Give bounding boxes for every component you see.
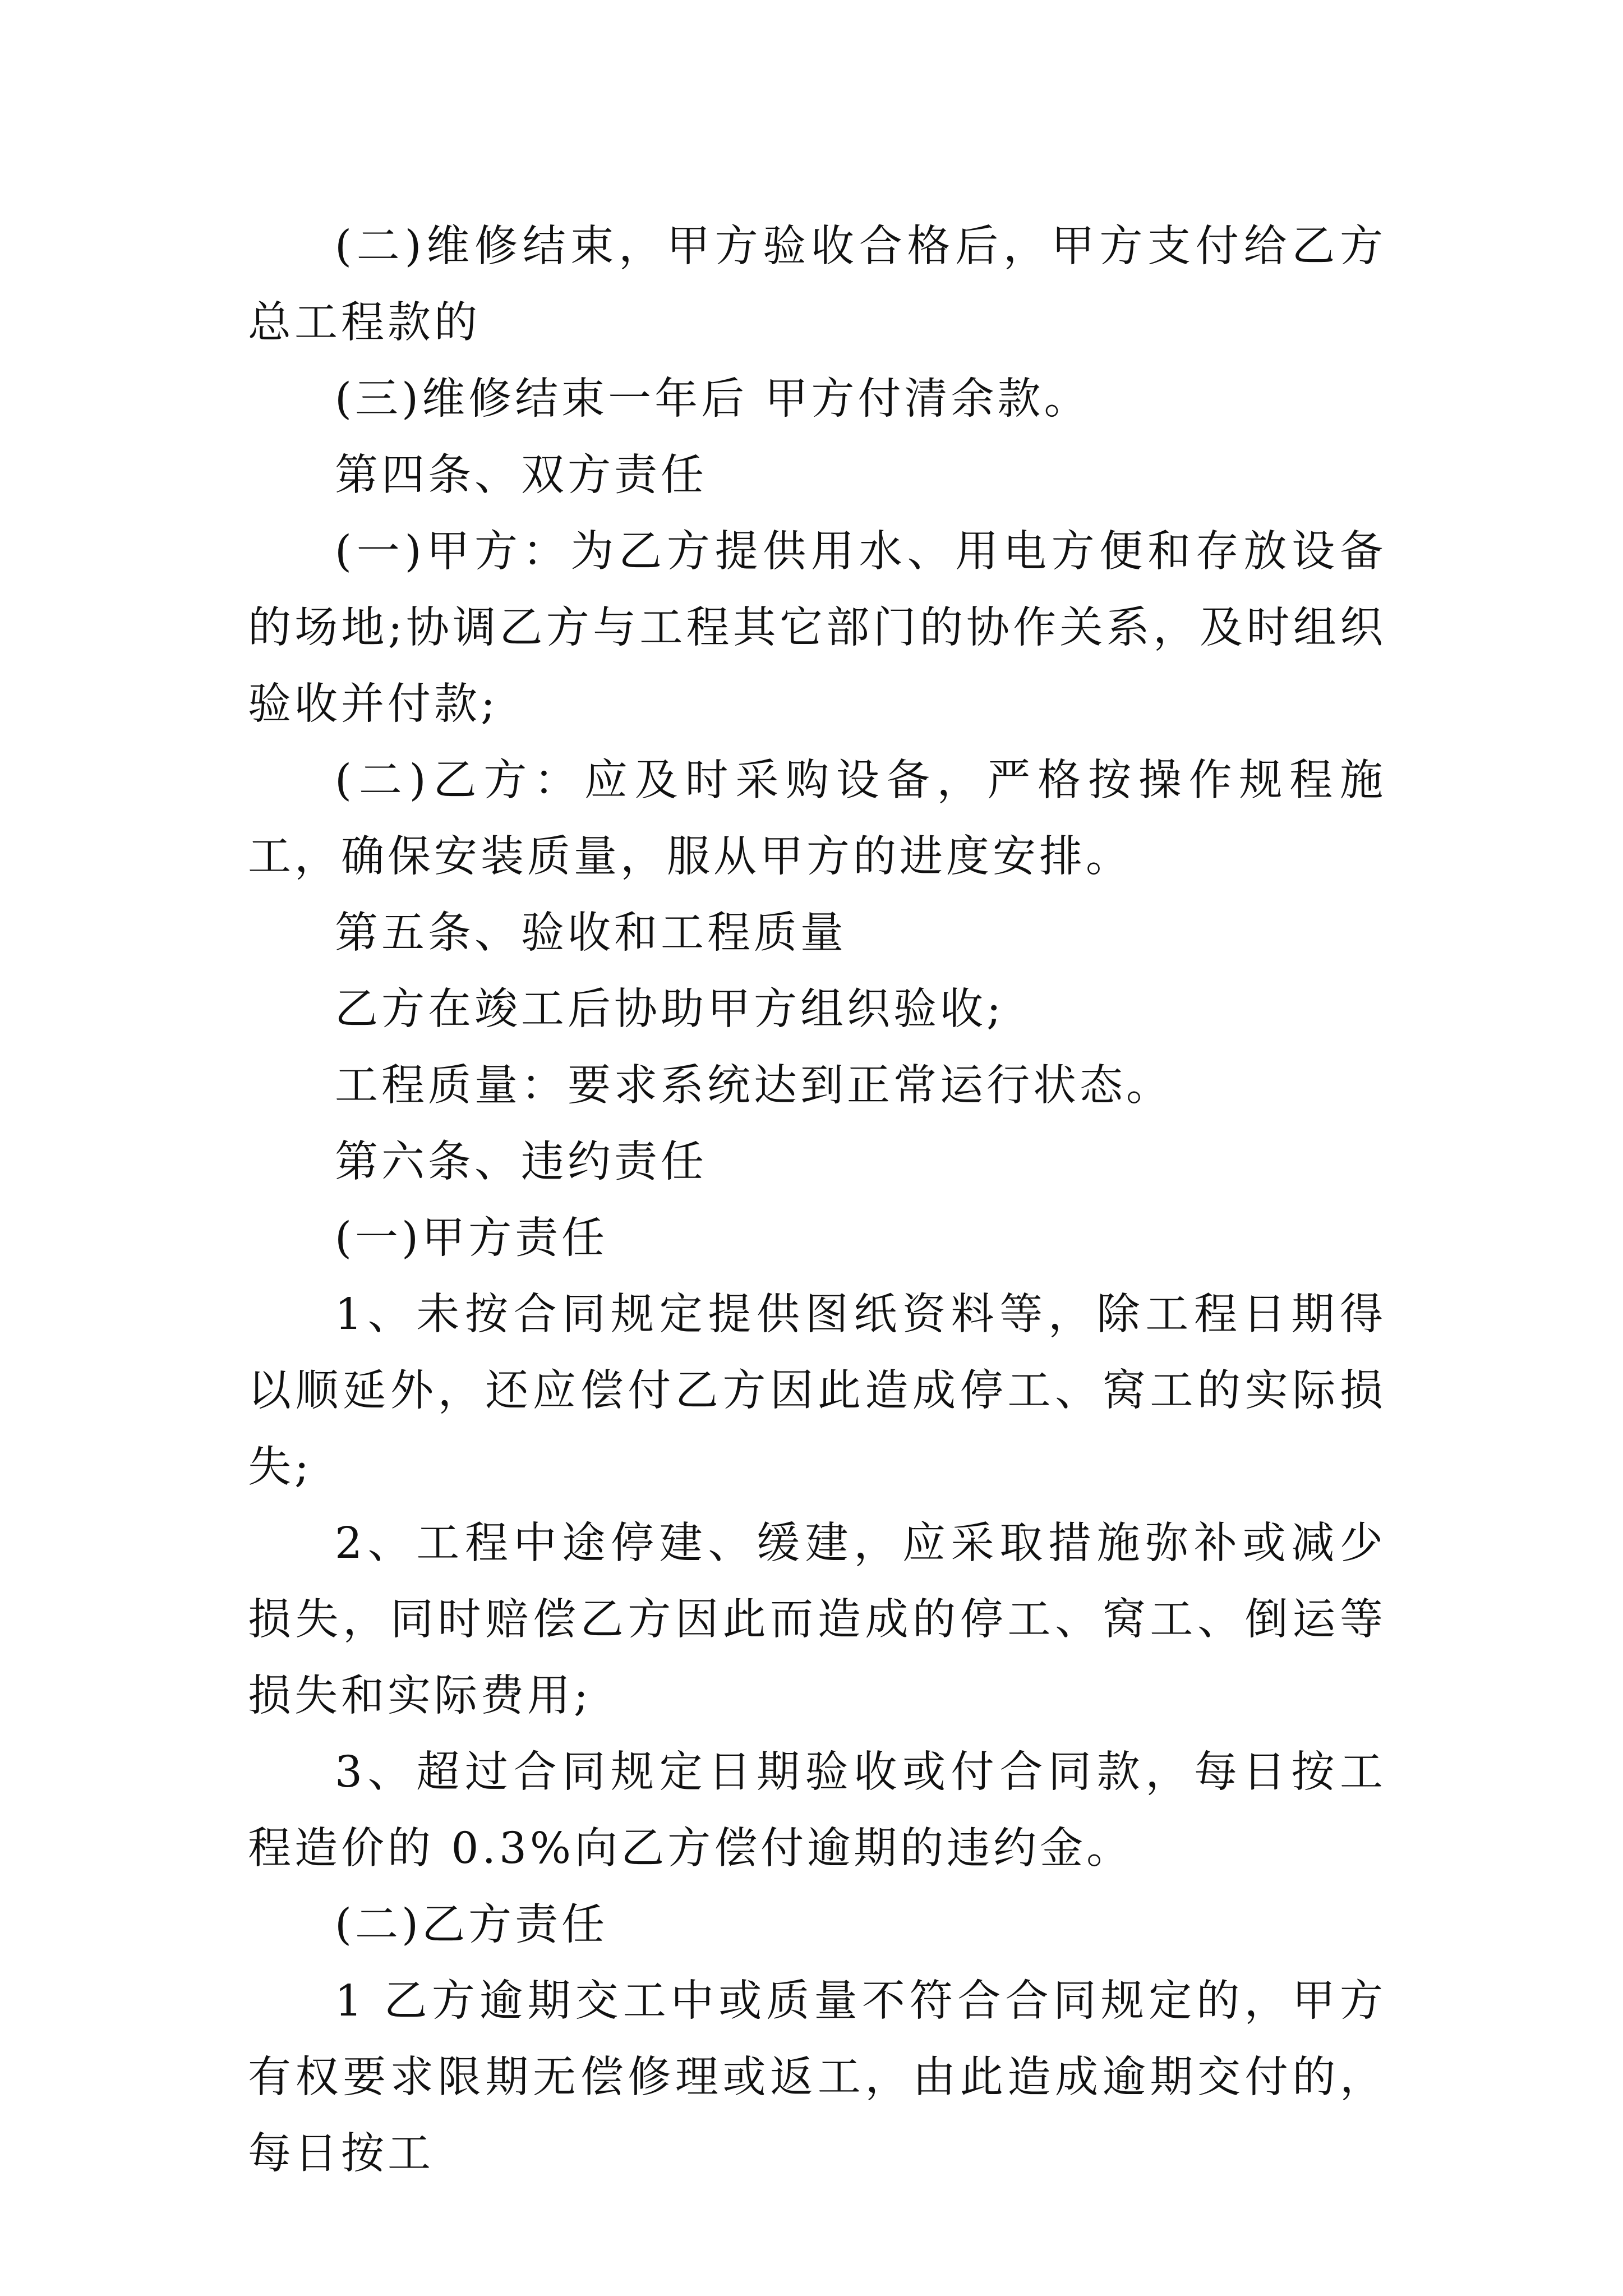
paragraph-quality: 工程质量：要求系统达到正常运行状态。 xyxy=(335,1061,1173,1111)
heading-party-a-liability: (一)甲方责任 xyxy=(335,1213,608,1263)
paragraph-liability-b-1: 1 乙方逾期交工中或质量不符合合同规定的，甲方有权要求限期无偿修理或返工，由此造成逾期交付的，每日按工 xyxy=(248,1976,1386,2179)
paragraph-liability-a-1: 1、未按合同规定提供图纸资料等，除工程日期得以顺延外，还应偿付乙方因此造成停工、窝工的实际损失; xyxy=(248,1290,1386,1492)
paragraph-liability-a-2: 2、工程中途停建、缓建，应采取措施弥补或减少损失，同时赔偿乙方因此而造成的停工、窝工、倒运等损失和实际费用; xyxy=(248,1519,1386,1721)
heading-article-4: 第四条、双方责任 xyxy=(335,450,707,500)
paragraph-party-b-duty: (二)乙方：应及时采购设备，严格按操作规程施工，确保安装质量，服从甲方的进度安排。 xyxy=(248,756,1386,882)
paragraph-payment-third: (三)维修结束一年后 甲方付清余款。 xyxy=(335,374,1091,424)
document-body xyxy=(248,209,1386,2192)
paragraph-payment-second: (二)维修结束，甲方验收合格后，甲方支付给乙方总工程款的 xyxy=(248,222,1386,348)
paragraph-liability-a-3: 3、超过合同规定日期验收或付合同款，每日按工程造价的 0.3%向乙方偿付逾期的违约金。 xyxy=(248,1747,1386,1874)
heading-article-6: 第六条、违约责任 xyxy=(335,1137,707,1187)
paragraph-party-a-duty: (一)甲方：为乙方提供用水、用电方便和存放设备的场地;协调乙方与工程其它部门的协作关系，及时组织验收并付款; xyxy=(248,527,1386,729)
heading-article-5: 第五条、验收和工程质量 xyxy=(335,908,847,958)
heading-party-b-liability: (二)乙方责任 xyxy=(335,1900,608,1950)
paragraph-acceptance: 乙方在竣工后协助甲方组织验收; xyxy=(335,984,1004,1034)
